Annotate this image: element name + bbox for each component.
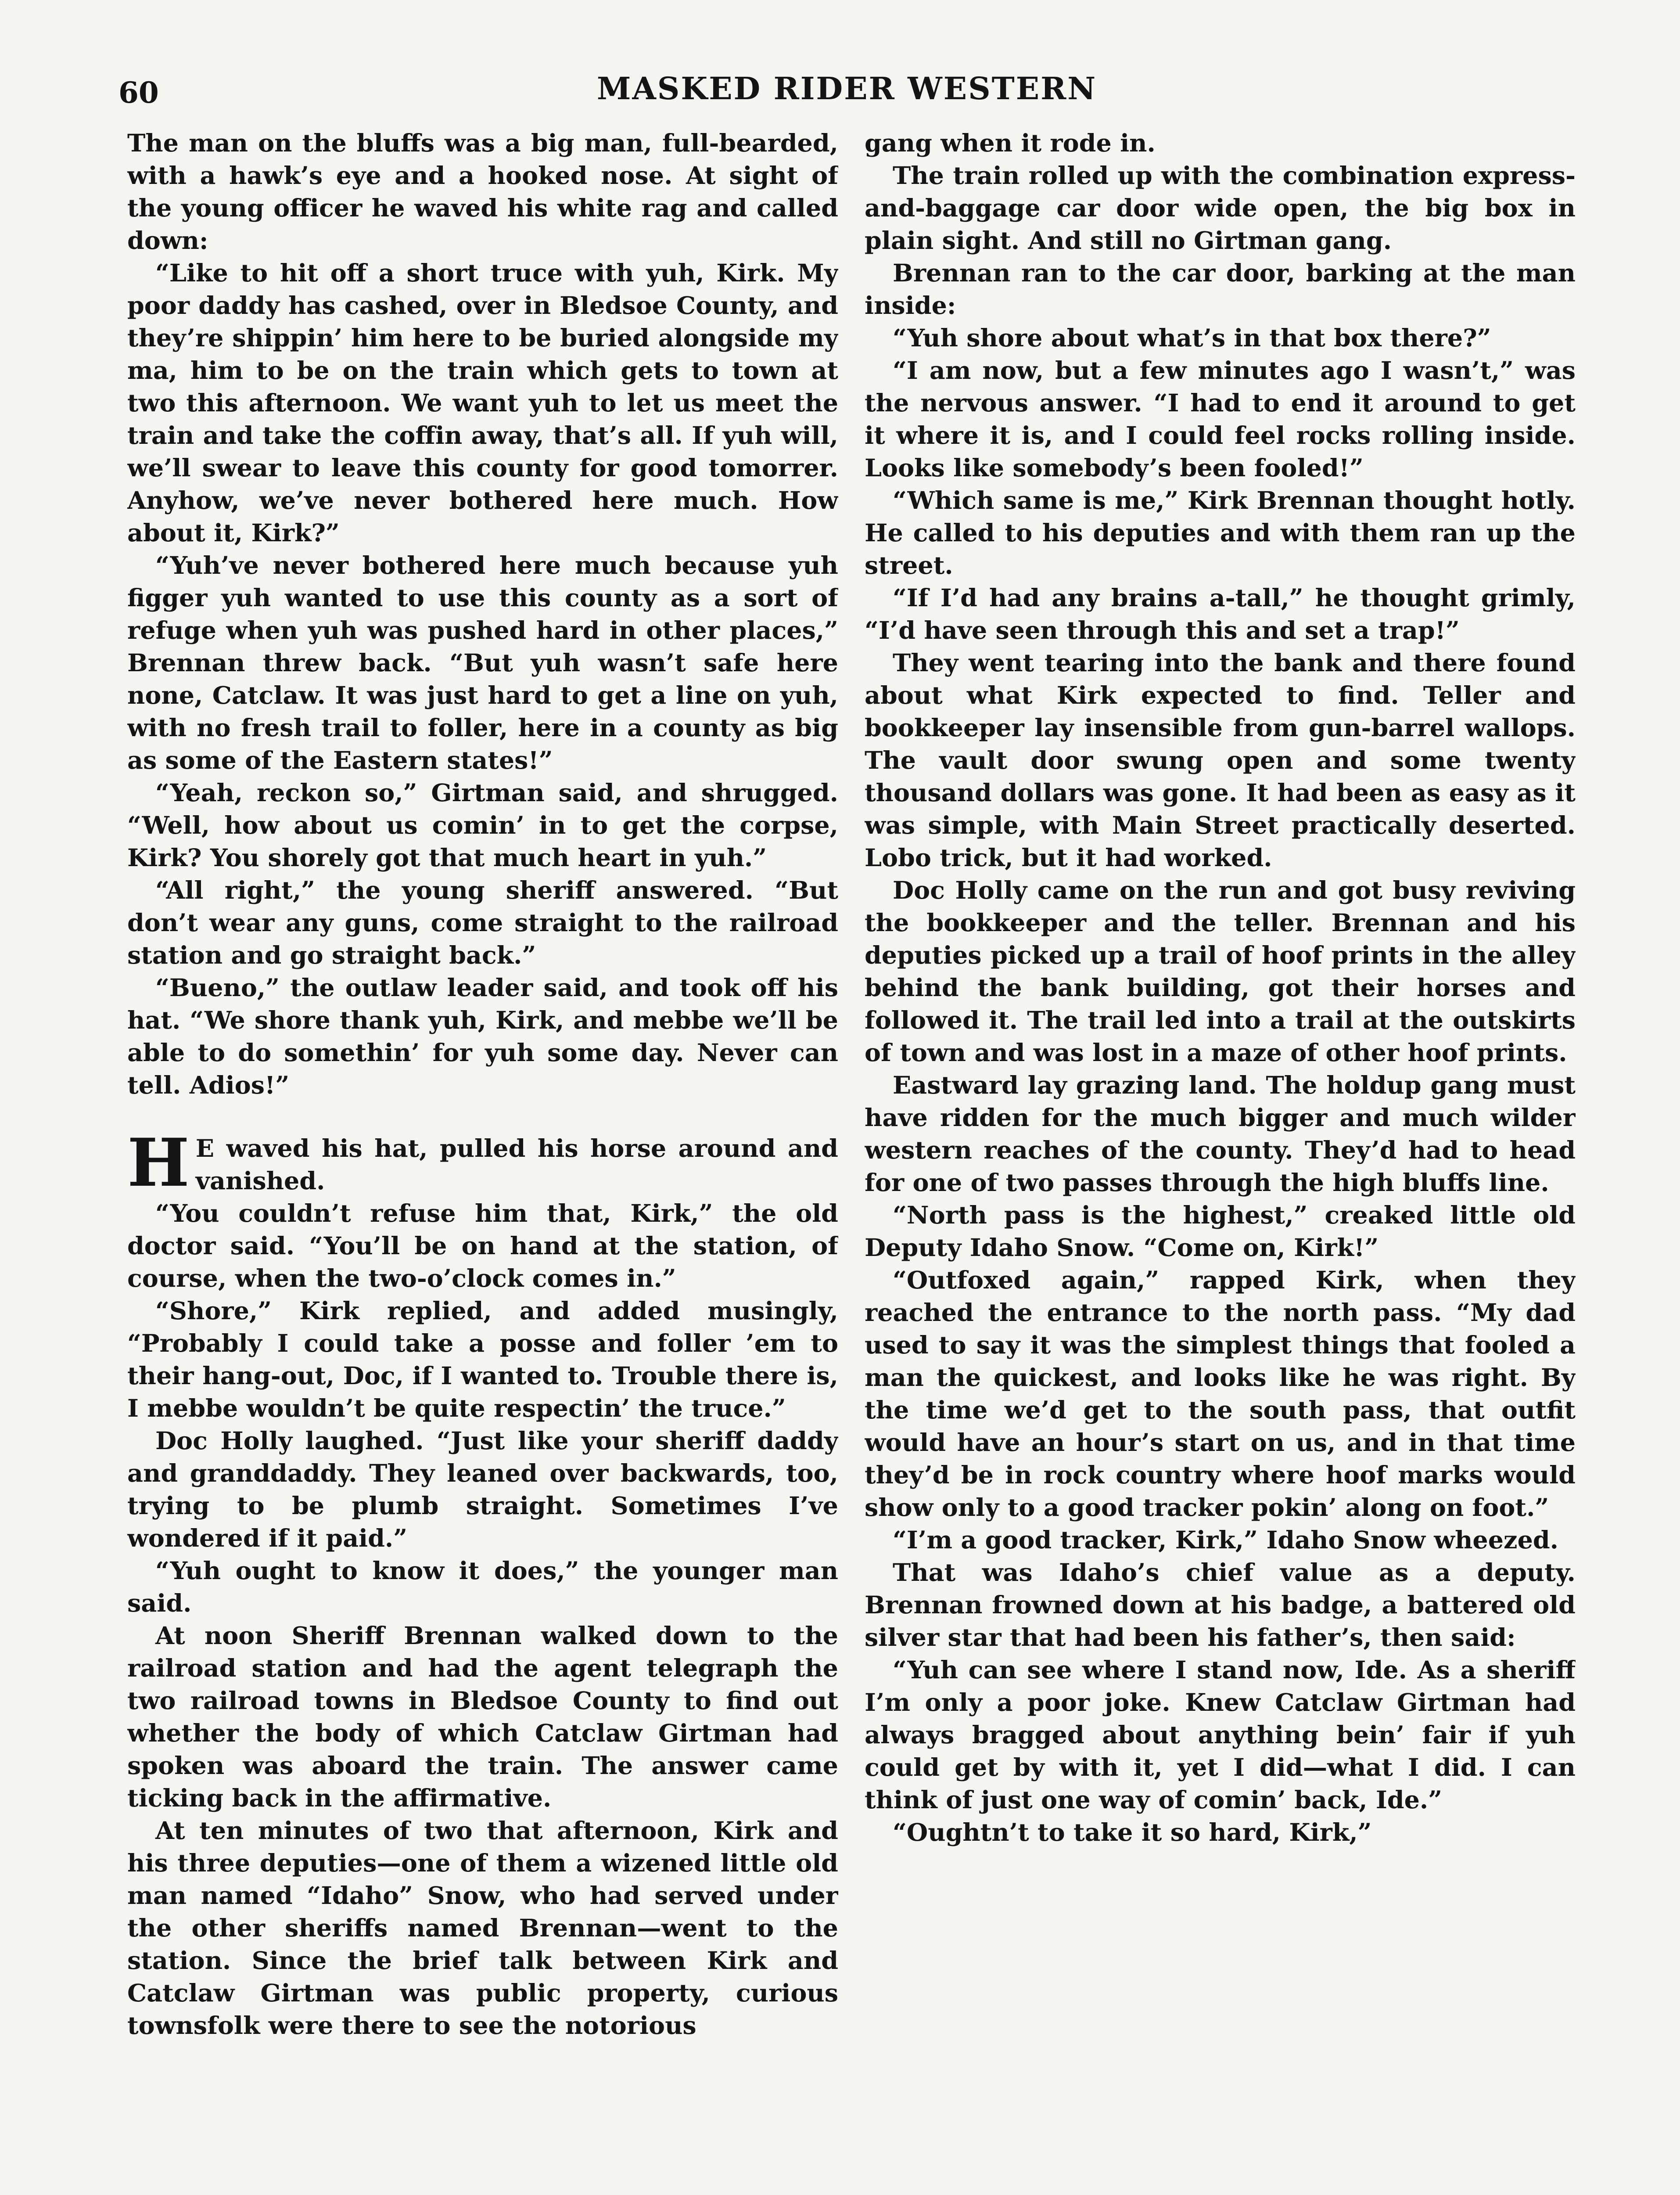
paragraph: “Bueno,” the outlaw leader said, and took off his hat. “We shore thank yuh, Kirk, and mebbe we’ll be able to do somethin’ for yuh some day. Never can tell. Adios!” xyxy=(127,974,838,1100)
paragraph: Eastward lay grazing land. The holdup gang must have ridden for the much bigger and much wilder western reaches of the county. They’d had to head for one of two passes through the high bluffs line. xyxy=(865,1071,1576,1197)
paragraph: “Yuh’ve never bothered here much because yuh figger yuh wanted to use this county as a sort of refuge when yuh was pushed hard in other places,” Brennan threw back. “But yuh wasn’t safe here none, Catclaw. It was just hard to get a line on yuh, with no fresh trail to foller, here in a county as big as some of the Eastern states!” xyxy=(127,551,838,775)
paragraph: “Yeah, reckon so,” Girtman said, and shrugged. “Well, how about us comin’ in to get the corpse, Kirk? You shorely got that much heart in yuh.” xyxy=(127,779,838,872)
paragraph: “Oughtn’t to take it so hard, Kirk,” xyxy=(893,1818,1372,1847)
paragraph: “Which same is me,” Kirk Brennan thought hotly. He called to his deputies and with them ran up the street. xyxy=(865,486,1576,580)
paragraph: “You couldn’t refuse him that, Kirk,” the old doctor said. “You’ll be on hand at the station, of course, when the two-o’clock comes in.” xyxy=(127,1199,838,1293)
page-number: 60 xyxy=(118,76,159,110)
section-start-text: E waved his hat, pulled his horse around and vanished. xyxy=(195,1134,838,1195)
paragraph: “All right,” the young sheriff answered. “But don’t wear any guns, come straight to the railroad station and go straight back.” xyxy=(127,876,838,970)
paragraph: “I am now, but a few minutes ago I wasn’t,” was the nervous answer. “I had to end it around to get it where it is, and I could feel rocks rolling inside. Looks like somebody’s been fooled!” xyxy=(865,356,1576,482)
text-columns xyxy=(127,127,1576,2195)
running-title: MASKED RIDER WESTERN xyxy=(597,70,1097,107)
paragraph: That was Idaho’s chief value as a deputy. Brennan frowned down at his badge, a battered old silver star that had been his father’s, then said: xyxy=(865,1558,1576,1652)
paragraph: “North pass is the highest,” creaked little old Deputy Idaho Snow. “Come on, Kirk!” xyxy=(865,1201,1576,1262)
right-column xyxy=(865,127,1576,2195)
paragraph: “Like to hit off a short truce with yuh, Kirk. My poor daddy has cashed, over in Bledsoe County, and they’re shippin’ him here to be buried alongside my ma, him to be on the train which gets to town at two this afternoon. We want yuh to let us meet the train and take the coffin away, that’s all. If yuh will, we’ll swear to leave this county for good tomorrer. Anyhow, we’ve never bothered here much. How about it, Kirk?” xyxy=(127,259,838,547)
paragraph: “Yuh can see where I stand now, Ide. As a sheriff I’m only a poor joke. Knew Catclaw Girtman had always bragged about anything bein’ fair if yuh could get by with it, yet I did—what I did. I can think of just one way of comin’ back, Ide.” xyxy=(865,1656,1576,1814)
paragraph: “Yuh ought to know it does,” the younger man said. xyxy=(127,1557,838,1618)
paragraph: The man on the bluffs was a big man, full-bearded, with a hawk’s eye and a hooked nose. At sight of the young officer he waved his white rag and called down: xyxy=(127,129,838,255)
paragraph: At noon Sheriff Brennan walked down to the railroad station and had the agent telegraph the two railroad towns in Bledsoe County to find out whether the body of which Catclaw Girtman had spoken was aboard the train. The answer came ticking back in the affirmative. xyxy=(127,1622,838,1813)
paragraph: The train rolled up with the combination express-and-baggage car door wide open, the big box in plain sight. And still no Girtman gang. xyxy=(865,162,1576,255)
paragraph: “I’m a good tracker, Kirk,” Idaho Snow wheezed. xyxy=(893,1526,1559,1554)
paragraph: “Outfoxed again,” rapped Kirk, when they reached the entrance to the north pass. “My dad used to say it was the simplest things that fooled a man the quickest, and looks like he was right. By the time we’d get to the south pass, that outfit would have an hour’s start on us, and in that time they’d be in rock country where hoof marks would show only to a good tracker pokin’ along on foot.” xyxy=(865,1266,1576,1522)
paragraph: Doc Holly laughed. “Just like your sheriff daddy and granddaddy. They leaned over backwards, too, trying to be plumb straight. Sometimes I’ve wondered if it paid.” xyxy=(127,1427,838,1553)
paragraph: “Yuh shore about what’s in that box there?” xyxy=(893,324,1491,353)
page-header xyxy=(118,61,1570,110)
paragraph: gang when it rode in. xyxy=(865,129,1156,158)
drop-cap: H xyxy=(127,1124,190,1202)
left-column xyxy=(127,127,838,2195)
paragraph: Doc Holly came on the run and got busy reviving the bookkeeper and the teller. Brennan and his deputies picked up a trail of hoof prints in the alley behind the bank building, got their horses and followed it. The trail led into a trail at the outskirts of town and was lost in a maze of other hoof prints. xyxy=(865,876,1576,1067)
paragraph: “Shore,” Kirk replied, and added musingly, “Probably I could take a posse and foller ’em to their hang-out, Doc, if I wanted to. Trouble there is, I mebbe wouldn’t be quite respectin’ the truce.” xyxy=(127,1297,838,1423)
section-start-paragraph xyxy=(127,1124,838,1202)
paragraph: They went tearing into the bank and there found about what Kirk expected to find. Teller and bookkeeper lay insensible from gun-barrel wallops. The vault door swung open and some twenty thousand dollars was gone. It had been as easy as it was simple, with Main Street practically deserted. Lobo trick, but it had worked. xyxy=(865,649,1576,872)
paragraph: At ten minutes of two that afternoon, Kirk and his three deputies—one of them a wizened little old man named “Idaho” Snow, who had served under the other sheriffs named Brennan—went to the station. Since the brief talk between Kirk and Catclaw Girtman was public property, curious townsfolk were there to see the notorious xyxy=(127,1817,838,2040)
paragraph: Brennan ran to the car door, barking at the man inside: xyxy=(865,259,1576,320)
paragraph: “If I’d had any brains a-tall,” he thought grimly, “I’d have seen through this and set a trap!” xyxy=(865,584,1576,645)
